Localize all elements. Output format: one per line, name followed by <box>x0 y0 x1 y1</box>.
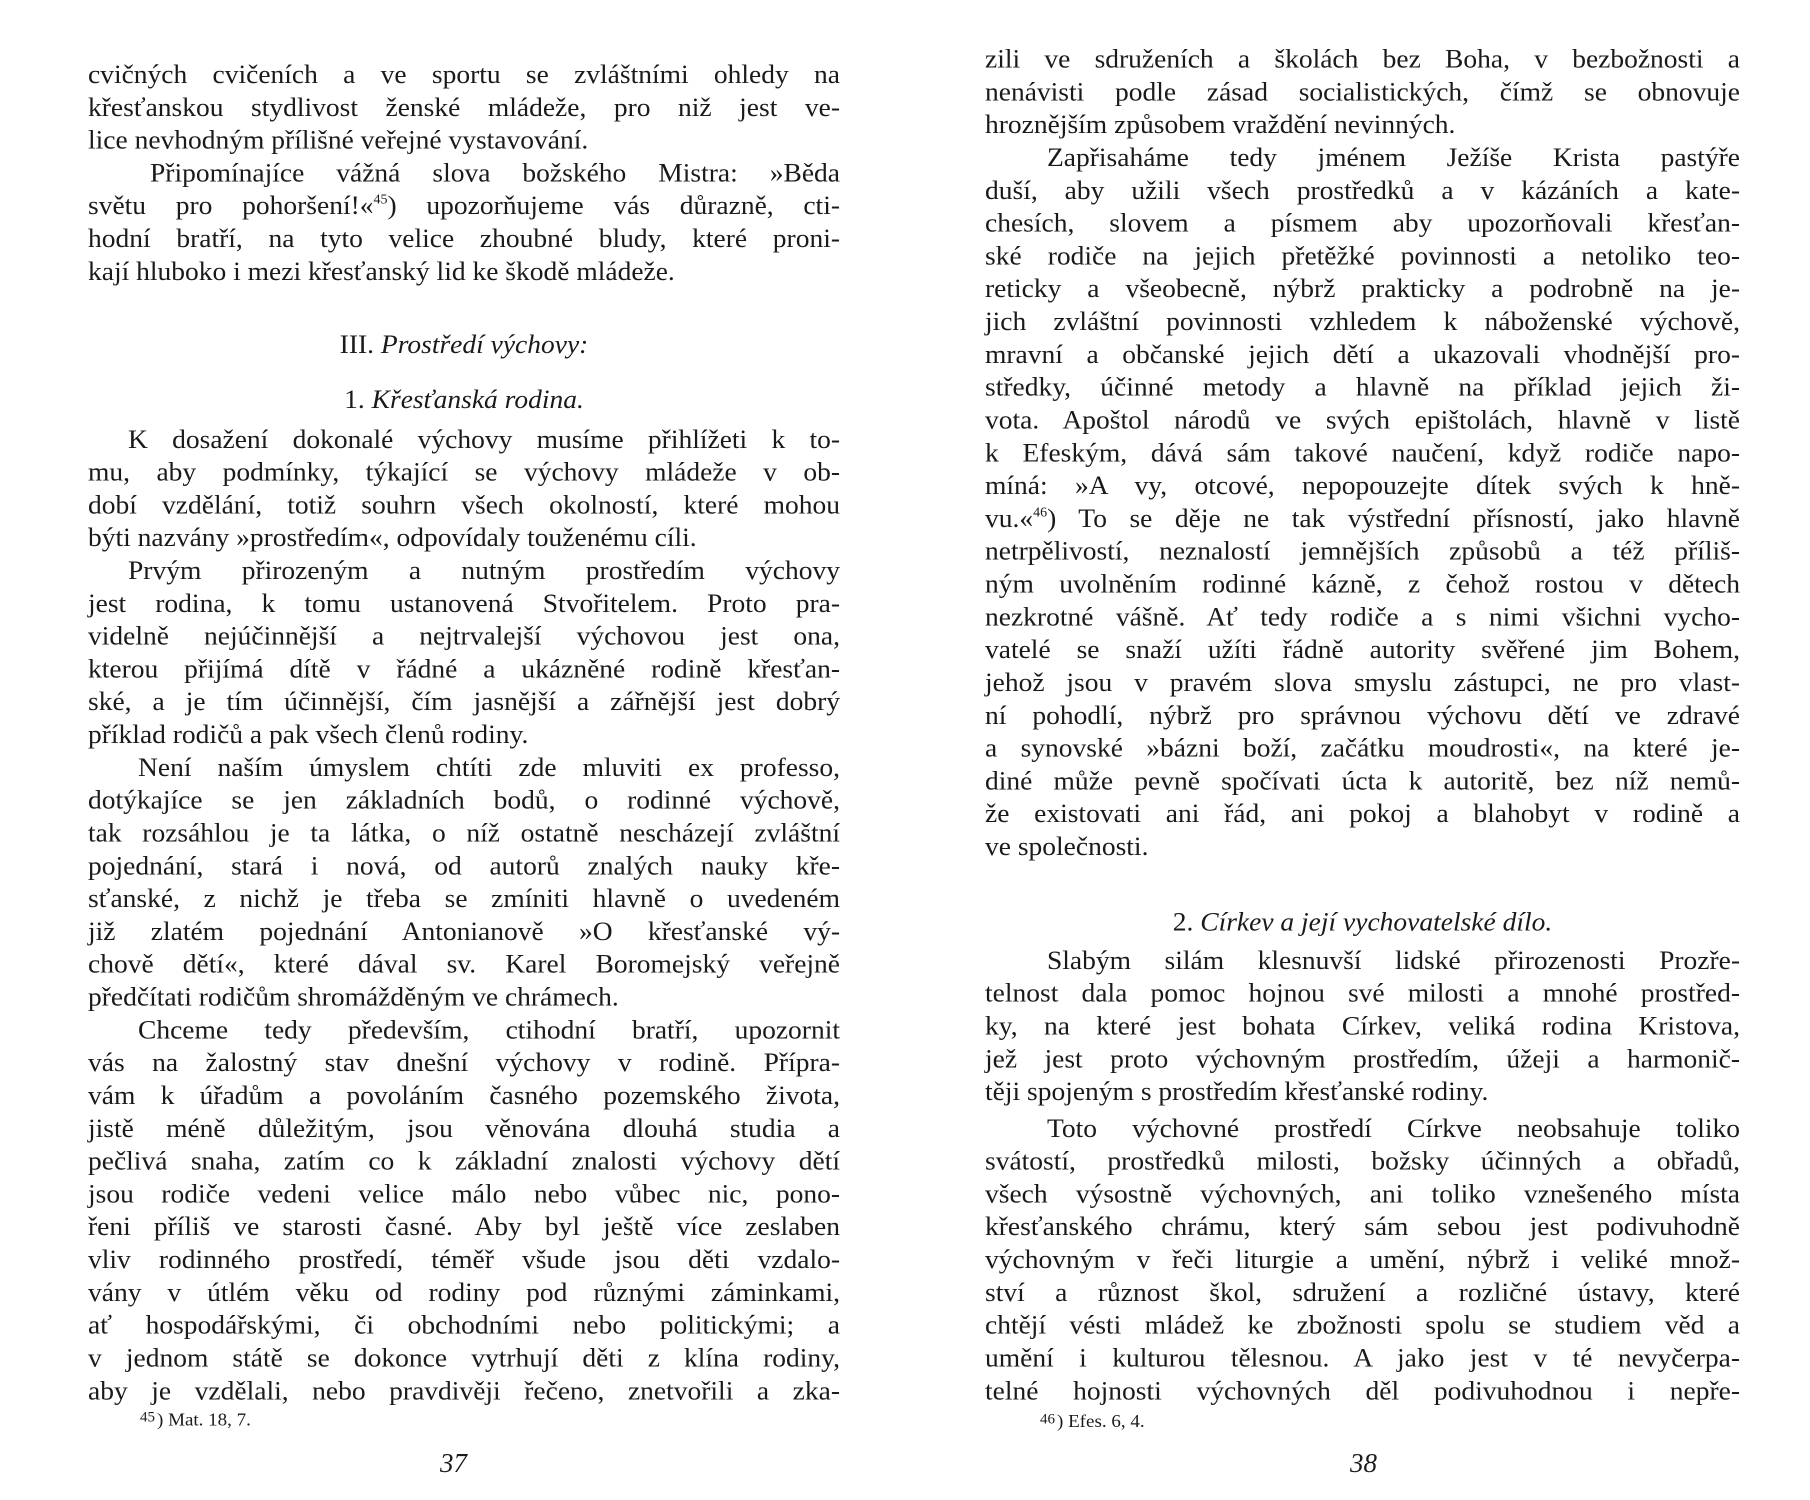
text-line: videlně nejúčinnější a nejtrvalejší výchovou jest ona, <box>88 620 840 651</box>
text-span: ) To se děje ne tak výstřední přísností, jako hlavně <box>1047 502 1740 533</box>
text-line: ky, na které jest bohata Církev, veliká rodina Kristova, <box>985 1010 1740 1041</box>
footnote-text: ) Mat. 18, 7. <box>157 1409 251 1431</box>
footnote-text: ) Efes. 6, 4. <box>1057 1411 1145 1433</box>
text-line: jež jest proto výchovným prostředím, úžeji a harmonič- <box>985 1043 1740 1074</box>
text-line: vota. Apoštol národů ve svých epištolách, hlavně v listě <box>985 404 1740 435</box>
text-line: dobí vzdělání, totiž souhrn všech okolností, které mohou <box>88 489 840 520</box>
text-line: a synovské »bázni boží, začátku moudrosti«, na které je- <box>985 732 1740 763</box>
text-line: chově dětí«, které dával sv. Karel Boromejský veřejně <box>88 948 840 979</box>
text-line: ství a různost škol, sdružení a rozličné ústavy, které <box>985 1276 1740 1307</box>
text-line: mu, aby podmínky, týkající se výchovy mládeže v ob- <box>88 456 840 487</box>
text-span: světu pro pohoršení!« <box>88 190 374 221</box>
text-line: tak rozsáhlou je ta látka, o níž ostatně nescházejí zvláštní <box>88 817 840 848</box>
text-line: vás na žalostný stav dnešní výchovy v rodině. Přípra- <box>88 1047 840 1077</box>
text-line: řeni příliš ve starosti časné. Aby byl ještě více zeslaben <box>88 1211 840 1241</box>
text-line: těji spojeným s prostředím křesťanské rodiny. <box>985 1075 1489 1106</box>
text-line: pojednání, stará i nová, od autorů znalých nauky kře- <box>88 850 840 881</box>
text-span: ) upozorňujeme vás důrazně, cti- <box>387 190 840 221</box>
text-line: netrpělivostí, neznalostí jemnějších způsobů a též příliš- <box>985 535 1740 566</box>
text-line: sťanské, z nichž je třeba se zmíniti hlavně o uvedeném <box>88 882 840 913</box>
text-span: vu.« <box>985 502 1034 533</box>
text-line: výchovným v řeči liturgie a umění, nýbrž i veliké množ- <box>985 1243 1740 1274</box>
text-line: zili ve sdruženích a školách bez Boha, v bezbožnosti a <box>985 43 1740 74</box>
section-number: III. <box>339 329 375 359</box>
footnote-reference: 45 <box>373 193 388 208</box>
text-line: duší, aby užili všech prostředků a v kázáních a kate- <box>985 174 1740 205</box>
text-line: diné může pevně spočívati úcta k autoritě, bez níž nemů- <box>985 765 1740 796</box>
section-title: Prostředí výchovy: <box>380 329 589 359</box>
text-line: středky, účinné metody a hlavně na příklad jejich ži- <box>985 371 1740 402</box>
footnote-mark: 45 <box>140 1409 155 1426</box>
text-line: předčítati rodičům shromážděným ve chrámech. <box>88 981 619 1012</box>
page-number: 38 <box>1350 1448 1377 1478</box>
right-page <box>985 0 1740 1448</box>
text-line: nenávisti podle zásad socialistických, čímž se obnovuje <box>985 76 1740 107</box>
text-line: kterou přijímá dítě v řádné a ukázněné rodině křesťan- <box>88 653 840 684</box>
section-heading <box>88 328 840 361</box>
text-line: vliv rodinného prostředí, téměř všude jsou děti vzdalo- <box>88 1243 840 1274</box>
text-line: křesťanskou stydlivost ženské mládeže, pro niž jest ve- <box>88 91 840 122</box>
text-line-with-footnote-ref <box>985 502 1740 535</box>
text-line: ným uvolněním rodinné kázně, z čehož rostou v dětech <box>985 568 1740 599</box>
footnote <box>1040 1411 1145 1435</box>
text-line-with-footnote-ref <box>88 189 840 222</box>
text-line: vám k úřadům a povoláním časného pozemského života, <box>88 1079 840 1110</box>
text-line: lice nevhodným přílišné veřejné vystavování. <box>88 124 589 155</box>
text-line: již zlatém pojednání Antonianově »O křesťanské vý- <box>88 915 840 946</box>
text-line: aby je vzdělali, nebo pravdivěji řečeno, znetvořili a zka- <box>88 1375 840 1406</box>
text-line: ve společnosti. <box>985 830 1149 861</box>
text-line: cvičných cvičeních a ve sportu se zvláštními ohledy na <box>88 58 840 89</box>
text-line: nezkrotné vášně. Ať tedy rodiče a s nimi všichni vycho- <box>985 601 1740 632</box>
text-line: jehož jsou v pravém slova smyslu zástupci, ne pro vlast- <box>985 666 1740 697</box>
text-line: jich zvláštní povinnosti vzhledem k náboženské výchově, <box>985 305 1740 336</box>
text-line: Toto výchovné prostředí Církve neobsahuje toliko <box>1047 1112 1740 1143</box>
text-line: křesťanského chrámu, který sám sebou jest podivuhodně <box>985 1211 1740 1241</box>
subheading-number: 2. <box>1172 906 1194 937</box>
subheading-title: Církev a její vychovatelské dílo. <box>1200 906 1553 937</box>
text-line: chtějí vésti mládež ke zbožnosti spolu se studiem věd a <box>985 1309 1740 1340</box>
text-line: v jednom státě se dokonce vytrhují děti z klína rodiny, <box>88 1342 840 1373</box>
text-line: Připomínajíce vážná slova božského Mistra: »Běda <box>150 157 840 188</box>
text-line: vány v útlém věku od rodiny pod různými záminkami, <box>88 1276 840 1307</box>
subheading-number: 1. <box>344 384 365 414</box>
text-line: telnost dala pomoc hojnou své milosti a mnohé prostřed- <box>985 977 1740 1008</box>
text-line: chesích, slovem a písmem aby upozorňovali křesťan- <box>985 207 1740 238</box>
text-line: Zapřisaháme tedy jménem Ježíše Krista pastýře <box>1047 141 1740 172</box>
text-line: že existovati ani řád, ani pokoj a blahobyt v rodině a <box>985 798 1740 828</box>
text-line: vatelé se snaží užíti řádně autority svěřené jim Bohem, <box>985 634 1740 664</box>
text-line: K dosažení dokonalé výchovy musíme přihlížeti k to- <box>128 423 840 454</box>
page-number: 37 <box>440 1448 467 1478</box>
text-line: jest rodina, k tomu ustanovená Stvořitelem. Proto pra- <box>88 587 840 618</box>
footnote-reference: 46 <box>1033 505 1048 521</box>
text-line: hroznějším způsobem vraždění nevinných. <box>985 109 1456 139</box>
text-line: Slabým silám klesnuvší lidské přirozenosti Prozře- <box>1047 944 1740 975</box>
text-line: míná: »A vy, otcové, nepopouzejte dítek svých k hně- <box>985 469 1740 500</box>
text-line: hodní bratří, na tyto velice zhoubné bludy, které proni- <box>88 222 840 253</box>
left-page <box>88 0 840 1448</box>
text-line: Prvým přirozeným a nutným prostředím výchovy <box>128 554 840 585</box>
subheading <box>88 383 840 416</box>
text-line: příklad rodičů a pak všech členů rodiny. <box>88 718 529 749</box>
text-line: telné hojnosti výchovných děl podivuhodnou i nepře- <box>985 1375 1740 1406</box>
text-line: všech výsostně výchovných, ani toliko vznešeného místa <box>985 1178 1740 1209</box>
text-line: ní pohodlí, nýbrž pro správnou výchovu dětí ve zdravé <box>985 699 1740 730</box>
text-line: Chceme tedy především, ctihodní bratří, upozornit <box>138 1014 840 1045</box>
text-line: ské rodiče na jejich přetěžké povinnosti a netoliko teo- <box>985 240 1740 271</box>
text-line: jistě méně důležitým, jsou věnována dlouhá studia a <box>88 1112 840 1143</box>
text-line: ať hospodářskými, či obchodními nebo politickými; a <box>88 1309 840 1340</box>
text-line: dotýkajíce se jen základních bodů, o rodinné výchově, <box>88 784 840 815</box>
text-line: pečlivá snaha, zatím co k základní znalosti výchovy dětí <box>88 1145 840 1176</box>
subheading <box>985 905 1740 938</box>
text-line: mravní a občanské jejich dětí a ukazovali vhodnější pro- <box>985 338 1740 369</box>
text-line: ské, a je tím účinnější, čím jasnější a zářnější jest dobrý <box>88 686 840 717</box>
text-line: k Efeským, dává sám takové naučení, když rodiče napo- <box>985 437 1740 468</box>
text-line: reticky a všeobecně, nýbrž prakticky a podrobně na je- <box>985 273 1740 304</box>
footnote-mark: 46 <box>1040 1411 1055 1428</box>
text-line: kají hluboko i mezi křesťanský lid ke škodě mládeže. <box>88 255 675 286</box>
footnote <box>140 1409 251 1433</box>
text-line: jsou rodiče vedeni velice málo nebo vůbec nic, pono- <box>88 1178 840 1209</box>
text-line: umění i kulturou tělesnou. A jako jest v té nevyčerpa- <box>985 1342 1740 1373</box>
text-line: býti nazvány »prostředím«, odpovídaly touženému cíli. <box>88 522 697 552</box>
text-line: Není naším úmyslem chtíti zde mluviti ex professo, <box>138 751 840 782</box>
subheading-title: Křesťanská rodina. <box>371 384 584 414</box>
text-line: svátostí, prostředků milosti, božsky účinných a obřadů, <box>985 1145 1740 1176</box>
